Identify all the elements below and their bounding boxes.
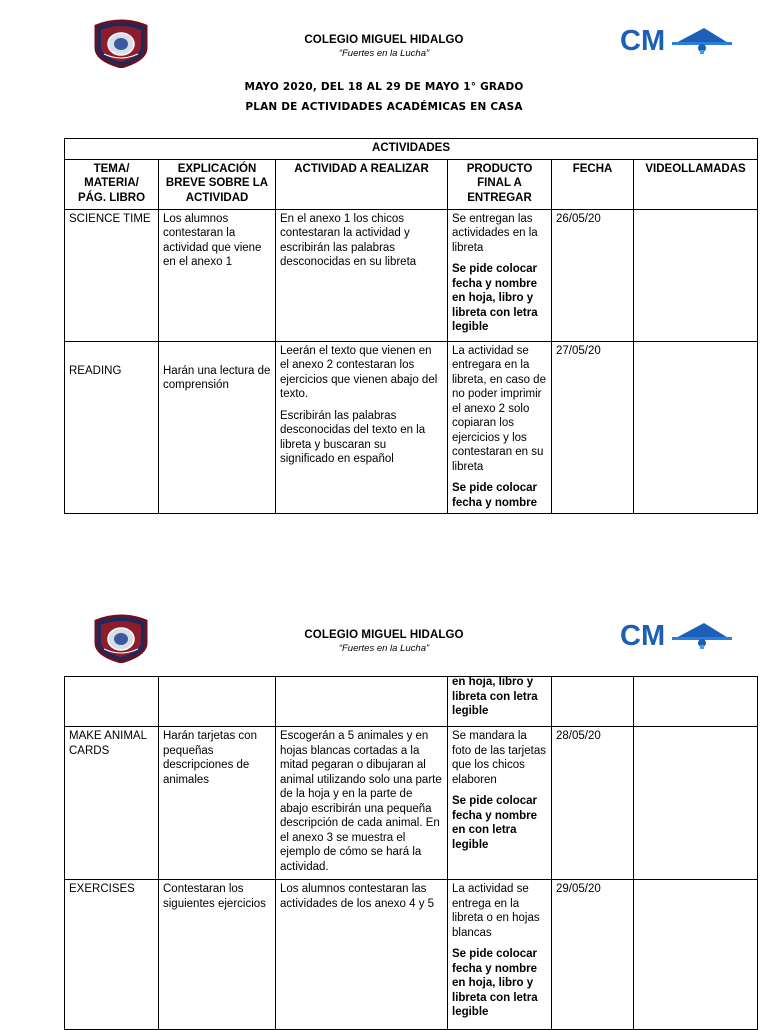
cell-explicacion: Harán una lectura de comprensión xyxy=(159,341,276,514)
header-fecha: FECHA xyxy=(552,159,634,209)
cm-logo xyxy=(620,619,732,649)
page-header xyxy=(0,0,768,70)
table-row-continuation xyxy=(65,677,758,727)
cm-logo-text: CM xyxy=(620,620,666,649)
cell-producto xyxy=(448,209,552,341)
header-producto: PRODUCTO FINAL A ENTREGAR xyxy=(448,159,552,209)
cm-logo-text: CM xyxy=(620,25,666,54)
table-row xyxy=(65,727,758,880)
cell-tema: EXERCISES xyxy=(65,880,159,1030)
producto-note: Se pide colocar fecha y nombre en con letra legible xyxy=(452,795,538,851)
school-motto: “Fuertes en la Lucha” xyxy=(338,48,430,59)
cell-producto xyxy=(448,880,552,1030)
cell-actividad xyxy=(276,341,448,514)
producto-text: La actividad se entregara en la libreta, en caso de no poder imprimir el anexo 2 solo copiaran los ejercicios y los contestaran en su libreta xyxy=(452,344,546,473)
school-motto: “Fuertes en la Lucha” xyxy=(338,643,430,654)
cell-producto xyxy=(448,341,552,514)
table-row xyxy=(65,341,758,514)
cell-videollamadas xyxy=(634,677,758,727)
actividad-text: Escogerán a 5 animales y en hojas blancas cortadas a la mitad pegaran o dibujaran al animal utilizando solo una parte de la hoja y en la parte de abajo escribirán una pequeña descripción de cada animal. En el anexo 3 se muestra el ejemplo de cómo se hará la actividad. xyxy=(280,730,442,873)
header-videollamadas: VIDEOLLAMADAS xyxy=(634,159,758,209)
doc-title-line1: MAYO 2020, DEL 18 AL 29 DE MAYO 1° GRADO xyxy=(244,81,524,93)
page-1 xyxy=(0,0,768,509)
cell-videollamadas xyxy=(634,880,758,1030)
cell-explicacion xyxy=(159,677,276,727)
cell-fecha: 27/05/20 xyxy=(552,341,634,514)
actividad-text: Leerán el texto que vienen en el anexo 2 contestaran los ejercicios que vienen abajo del texto. xyxy=(280,344,438,400)
header-actividad: ACTIVIDAD A REALIZAR xyxy=(276,159,448,209)
actividad-text: Los alumnos contestaran las actividades de los anexo 4 y 5 xyxy=(280,883,435,910)
actividad-text: En el anexo 1 los chicos contestaran la actividad y escribirán las palabras desconocidas en su libreta xyxy=(280,212,417,268)
cell-fecha: 29/05/20 xyxy=(552,880,634,1030)
producto-note: Se pide colocar fecha y nombre en hoja, libro y libreta con letra legible xyxy=(452,948,538,1018)
school-name: COLEGIO MIGUEL HIDALGO xyxy=(304,34,464,46)
cell-tema: READING xyxy=(65,341,159,514)
cell-fecha xyxy=(552,677,634,727)
producto-text: La actividad se entrega en la libreta o en hojas blancas xyxy=(452,883,540,939)
cell-fecha: 28/05/20 xyxy=(552,727,634,880)
page-2 xyxy=(0,595,768,1018)
cell-fecha: 26/05/20 xyxy=(552,209,634,341)
producto-text: Se entregan las actividades en la libreta xyxy=(452,212,538,254)
cell-videollamadas xyxy=(634,209,758,341)
cell-tema xyxy=(65,677,159,727)
producto-note: en hoja, libro y libreta con letra legible xyxy=(452,676,538,717)
cell-explicacion: Contestaran los siguientes ejercicios xyxy=(159,880,276,1030)
cell-actividad xyxy=(276,209,448,341)
cell-explicacion: Los alumnos contestaran la actividad que viene en el anexo 1 xyxy=(159,209,276,341)
header-tema: TEMA/ MATERIA/ PÁG. LIBRO xyxy=(65,159,159,209)
cell-actividad xyxy=(276,677,448,727)
producto-note: Se pide colocar fecha y nombre xyxy=(452,482,538,509)
cell-producto xyxy=(448,677,552,727)
cell-tema: MAKE ANIMAL CARDS xyxy=(65,727,159,880)
school-name: COLEGIO MIGUEL HIDALGO xyxy=(304,629,464,641)
actividad-text: Escribirán las palabras desconocidas del texto en la libreta y buscaran su significado en español xyxy=(280,409,426,465)
cell-actividad xyxy=(276,880,448,1030)
cell-producto xyxy=(448,727,552,880)
cell-videollamadas xyxy=(634,727,758,880)
activities-table-continued xyxy=(64,676,758,1030)
table-caption: ACTIVIDADES xyxy=(65,139,758,160)
cell-explicacion: Harán tarjetas con pequeñas descripciones de animales xyxy=(159,727,276,880)
page-header xyxy=(0,595,768,665)
table-row xyxy=(65,880,758,1030)
table-header-row xyxy=(65,159,758,209)
table-row xyxy=(65,209,758,341)
cell-videollamadas xyxy=(634,341,758,514)
activities-table xyxy=(64,138,758,514)
cm-logo xyxy=(620,24,732,54)
doc-title-line2: PLAN DE ACTIVIDADES ACADÉMICAS EN CASA xyxy=(245,101,523,113)
producto-note: Se pide colocar fecha y nombre en hoja, libro y libreta con letra legible xyxy=(452,263,538,333)
producto-text: Se mandara la foto de las tarjetas que los chicos elaboren xyxy=(452,730,546,786)
header-explicacion: EXPLICACIÓN BREVE SOBRE LA ACTIVIDAD xyxy=(159,159,276,209)
cell-actividad xyxy=(276,727,448,880)
cell-tema: SCIENCE TIME xyxy=(65,209,159,341)
